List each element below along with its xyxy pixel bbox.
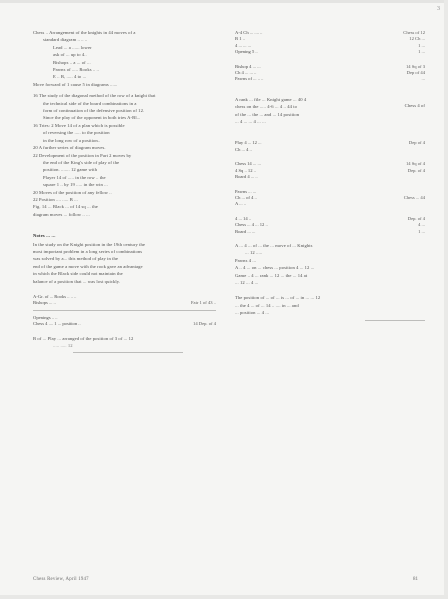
text-line: A ... 4 ... of ... the ... move of ... Knights — [235, 242, 313, 248]
left-column — [33, 30, 216, 357]
table-cell-label: Board ... ... — [235, 228, 256, 234]
table-cell-label: Bishops ... .. — [33, 300, 56, 306]
text-line: In the study on the Knight position in the 19th century the — [33, 241, 145, 247]
table-row — [235, 201, 425, 206]
text-line: Since the play of the opponent in both tries A-Bl... — [43, 115, 141, 121]
table-cell-value: 14 Sq of 4 — [405, 161, 425, 167]
table-cell-label: B 1 .. — [235, 36, 245, 42]
right-mid-block — [235, 97, 425, 127]
table-cell-value: 14 Sq of 3 — [405, 63, 425, 69]
text-line: 16 Tries: 2 Move 14 of a plan which is possible — [33, 122, 125, 128]
table-cell-value: 1 ... — [418, 228, 425, 234]
table-cell-value: Chess of 12 — [403, 30, 425, 35]
text-line: ask of ... up to 4.. — [53, 52, 87, 58]
table-cell-label: 4 ... 14 .. — [235, 215, 252, 221]
right-low-block — [235, 243, 425, 285]
section-heading: Notes ... ... — [33, 233, 56, 239]
text-line: ... 4 ... ... 4 ... ... — [235, 119, 266, 125]
text-line: Player 14 of ..... in the row .. the — [43, 174, 106, 180]
text-line: the end of the King's side of play of the — [43, 159, 120, 165]
table-cell-label: Ch ... 4 .. — [235, 146, 252, 152]
table-cell-value: Dep. of 4 — [407, 167, 425, 173]
text-line: standard diagram .. .. .. — [43, 37, 88, 43]
right-rows-6 — [235, 216, 425, 234]
table-cell-value: Dep of 4 — [408, 140, 425, 146]
right-mid-text — [235, 97, 365, 127]
table-row — [235, 64, 425, 69]
table-row — [235, 195, 425, 200]
table-cell-label: Openings .. .. — [33, 314, 58, 320]
text-line: Chess .. Arrangement of the knights in 44 moves of a — [33, 30, 136, 35]
left-block-3 — [33, 242, 216, 284]
table-cell-label: 4 ... ... ... — [235, 42, 252, 48]
text-line: Pawns 4 ... — [235, 257, 257, 263]
table-cell-value: ... — [421, 76, 425, 82]
table-cell-label: A-4 Ch ... .... .. — [235, 30, 263, 35]
left-block-2 — [33, 93, 216, 217]
text-line: in which the Black side could not maintain the — [33, 271, 123, 277]
table-row — [235, 70, 425, 75]
table-row — [235, 216, 425, 221]
text-line: 22 Position .... ..... B ... — [33, 196, 78, 202]
table-cell-value — [365, 189, 425, 194]
right-rows-1 — [235, 30, 425, 55]
scan-right-edge — [444, 0, 448, 599]
left-bottom — [33, 336, 216, 349]
table-cell-label: 4 Sq .. 12 .. — [235, 167, 256, 173]
table-row — [235, 222, 425, 227]
table-cell-value: Dep of 44 — [406, 70, 425, 76]
text-line: form of continuation of the defensive position of 12. — [43, 108, 145, 114]
table-cell-label: Chess 4 .... 1 ... position .. — [33, 321, 81, 327]
table-row — [33, 294, 216, 299]
divider — [365, 320, 425, 321]
table-cell-value — [162, 315, 216, 320]
right-rows-4 — [235, 161, 425, 179]
divider — [33, 310, 216, 311]
table-cell-label: Pawns ... ... — [235, 188, 257, 194]
text-line: position. ....... 12 game with — [43, 167, 98, 173]
table-row — [235, 147, 425, 152]
left-table — [33, 294, 216, 327]
text-line: B of ... Play ... arranged of the position of 3 of ... 12 — [33, 335, 134, 341]
table-cell-label: Chess ... 4 ... 12 .. — [235, 222, 268, 228]
text-line: ... 12 ..... — [245, 250, 263, 256]
text-line: E .. B, ..... 4 to ... — [53, 74, 87, 80]
table-cell-label: Bishop 4 ... ... — [235, 63, 261, 69]
text-line: balance of a position that ... was lost quickly. — [33, 278, 121, 284]
text-line: 16 The study of the diagonal method of the row of a knight that — [33, 93, 156, 99]
table-row — [235, 36, 425, 41]
right-rows-5 — [235, 189, 425, 207]
table-cell-label: A ... .. — [235, 201, 247, 207]
table-row — [235, 140, 425, 145]
text-line: 22 Development of the position in Part 2 moves by — [33, 152, 132, 158]
text-line: A rank ... file ... Knight game ... 40 4 — [235, 96, 307, 102]
text-line: ..... ..... 12 — [53, 343, 73, 349]
table-cell-value: Fair 1 of 43 .. — [190, 300, 216, 306]
right-mid-side-note: Chess 4 of — [404, 102, 425, 108]
table-row — [33, 321, 216, 326]
divider — [73, 352, 183, 353]
text-line: in the long row of a position.. — [43, 137, 101, 143]
scan-bottom-edge — [0, 595, 448, 599]
left-block-1 — [33, 30, 216, 87]
table-cell-label: Ch ... of 4 .. — [235, 194, 257, 200]
footer-publication: Chess Review, April 1947 — [33, 577, 89, 582]
table-row — [235, 189, 425, 194]
text-line: most important problem in a long series of combinations — [33, 248, 143, 254]
text-line: ... 12 ... 4 ... — [235, 279, 259, 285]
page-number: 81 — [413, 577, 418, 582]
table-cell-value: 1 ... — [418, 49, 425, 55]
text-line: chess on the ..... 4-6 ... 4 .. 44 to — [235, 104, 297, 110]
table-cell-value: Chess ... 44 — [403, 194, 425, 200]
table-cell-label: Play 4 ... 12 ... — [235, 140, 262, 146]
text-line: square 1 .. by 19 ..... in the win ... — [43, 182, 108, 188]
right-end-block — [235, 295, 425, 315]
table-cell-value — [365, 174, 425, 179]
text-line: Pawns of ..... Rooks .. .. — [53, 67, 100, 73]
text-line: ... the 4 ... of ... 14 .. .... in ... and — [235, 302, 299, 308]
text-line: Game .. 4 ... rank ... 12 ... the ... 14 at — [235, 272, 308, 278]
table-cell-label: Chess 14 ... ... — [235, 161, 261, 167]
table-row — [33, 315, 216, 320]
table-cell-value: 12 Ch ... — [409, 36, 425, 42]
text-line: end of the game a move with the rook gave an advantage — [33, 263, 143, 269]
text-line: 20 Moves of the position of any fellow .. — [33, 189, 112, 195]
table-cell-value — [365, 201, 425, 206]
table-cell-label: Opening 5 .. — [235, 49, 258, 55]
table-cell-label: Pawns of ... .. .. — [235, 76, 264, 82]
table-cell-label: Board 4 ... .. — [235, 174, 258, 180]
right-rows-2 — [235, 64, 425, 82]
text-line: Fig. 14 ... Black ... of 14 sq ... the — [33, 204, 98, 210]
table-cell-label: A-Gr. of ... Rooks .. .. .. — [33, 294, 77, 299]
table-cell-label: Ch 4 ... ... .. — [235, 70, 257, 76]
text-line: The position of ... of ... is ... of ... in ... ... 12 — [235, 295, 321, 301]
text-line: of the ... the ... and ... 14 position — [235, 111, 300, 117]
text-line: the technical side of the board combinations in a — [43, 100, 137, 106]
table-cell-value: 14 Dep. of 4 — [193, 321, 216, 327]
text-line: A .. 4 ... on ... chess ... position 4 ... 12 ... — [235, 265, 315, 271]
table-cell-value: 4 ... — [418, 222, 425, 228]
table-cell-value — [365, 147, 425, 152]
table-row — [235, 49, 425, 54]
table-row — [235, 76, 425, 81]
right-column — [235, 30, 425, 325]
text-line: diagram moves ... follow .. ... — [33, 211, 90, 217]
right-rows-3 — [235, 140, 425, 152]
table-row — [235, 229, 425, 234]
text-line: Lead ... a ...... lower — [53, 44, 92, 50]
text-line: Move forward of 1 cause 5 in diagrams ...... — [33, 81, 118, 87]
table-row — [235, 161, 425, 166]
text-line: of reversing the ..... to the position — [43, 130, 110, 136]
table-row — [33, 300, 216, 305]
text-line: Bishops .. a ... of ... — [53, 59, 91, 65]
table-row — [235, 174, 425, 179]
table-row — [235, 168, 425, 173]
text-line: was solved by a... this method of play in the — [33, 256, 119, 262]
corner-mark: 3 — [437, 6, 440, 12]
table-row — [235, 30, 425, 35]
table-cell-value — [162, 294, 216, 299]
text-line: ... position ... 4 ... — [235, 310, 270, 316]
table-cell-value: 1 ... — [418, 42, 425, 48]
table-row — [235, 43, 425, 48]
scan-top-edge — [0, 0, 448, 3]
table-cell-value: Dep. of 4 — [407, 215, 425, 221]
text-line: 20 A further series of diagram moves. — [33, 145, 106, 151]
